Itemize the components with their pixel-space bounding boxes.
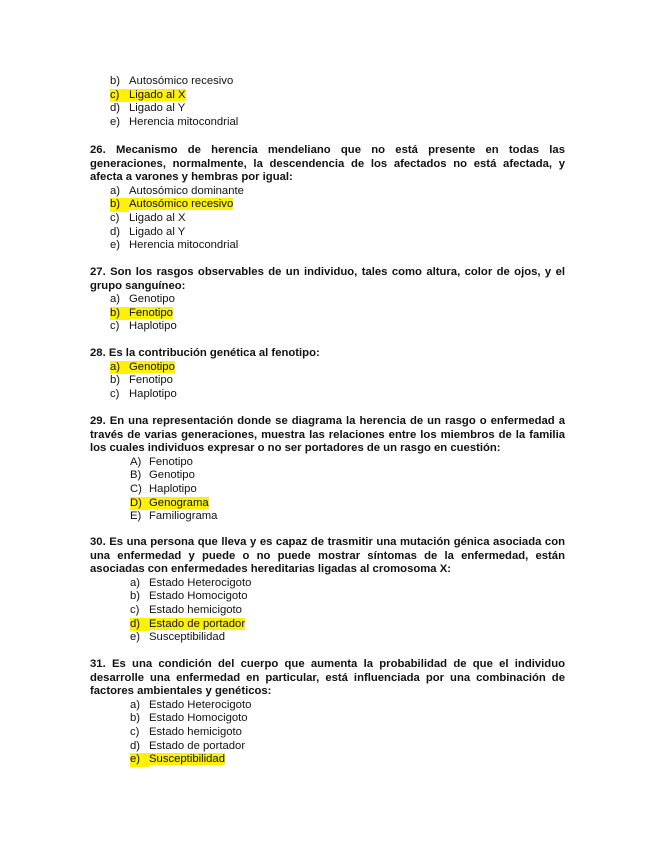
- option-label: c): [130, 603, 140, 616]
- question-block-26: [90, 144, 565, 253]
- option-text: Ligado al X: [129, 88, 186, 101]
- question-text: 29. En una representación donde se diagrama la herencia de un rasgo o enfermedad a través de varias generaciones, muestra las relaciones entre los miembros de la familia los cuales individuos expresar o no ser portadores de un rasgo en cuestión:: [90, 415, 565, 455]
- option-item: [130, 740, 565, 754]
- option-text: Estado Homocigoto: [149, 712, 248, 725]
- option-text: Haplotipo: [129, 320, 177, 333]
- option-item: [110, 293, 565, 307]
- option-label: c): [110, 387, 120, 400]
- option-text: Autosómico recesivo: [129, 198, 234, 211]
- question-block-29: [90, 415, 565, 524]
- option-label: b): [110, 307, 129, 321]
- option-item-highlighted: [130, 497, 565, 511]
- option-item-highlighted: [110, 198, 565, 212]
- option-item: [110, 75, 565, 89]
- option-label: A): [130, 455, 142, 468]
- option-item: [130, 699, 565, 713]
- option-text: Estado Heterocigoto: [149, 576, 252, 589]
- option-label: d): [110, 225, 121, 238]
- option-item: [110, 388, 565, 402]
- option-list: [130, 699, 565, 767]
- option-text: Herencia mitocondrial: [129, 115, 239, 128]
- option-label: a): [110, 184, 121, 197]
- option-item: [130, 712, 565, 726]
- question-text: 30. Es una persona que lleva y es capaz de trasmitir una mutación génica asociada con una enfermedad y puede o no puede mostrar síntomas de la enfermedad, están asociadas con enfermedades hereditarias ligadas al cromosoma X:: [90, 536, 565, 576]
- option-text: Fenotipo: [129, 374, 173, 387]
- option-list: [110, 75, 565, 129]
- option-label: a): [130, 698, 141, 711]
- option-text: Genotipo: [149, 469, 195, 482]
- option-text: Susceptibilidad: [149, 631, 225, 644]
- question-block-25-continuation: [90, 75, 565, 129]
- option-label: b): [110, 374, 121, 387]
- option-list: [130, 577, 565, 645]
- option-text: Ligado al Y: [129, 102, 186, 115]
- option-item: [110, 116, 565, 130]
- option-label: D): [130, 497, 149, 511]
- option-item: [110, 374, 565, 388]
- option-item-highlighted: [130, 618, 565, 632]
- option-item: [110, 212, 565, 226]
- option-label: a): [130, 576, 141, 589]
- option-item-highlighted: [110, 307, 565, 321]
- option-text: Genograma: [149, 496, 209, 509]
- option-item-highlighted: [110, 89, 565, 103]
- option-label: a): [110, 293, 121, 306]
- option-text: Susceptibilidad: [149, 753, 225, 766]
- option-label: d): [130, 739, 141, 752]
- option-item: [130, 590, 565, 604]
- option-item: [130, 483, 565, 497]
- option-item: [130, 631, 565, 645]
- option-text: Autosómico recesivo: [129, 75, 234, 87]
- option-label: b): [130, 712, 141, 725]
- question-block-27: [90, 266, 565, 334]
- option-list: [110, 361, 565, 402]
- option-label: B): [130, 469, 142, 482]
- question-text: 28. Es la contribución genética al fenotipo:: [90, 347, 320, 359]
- option-label: a): [110, 361, 129, 375]
- option-label: c): [110, 89, 129, 103]
- option-text: Haplotipo: [129, 387, 177, 400]
- option-item: [110, 185, 565, 199]
- question-block-28: [90, 347, 565, 401]
- option-text: Fenotipo: [129, 306, 173, 319]
- option-text: Estado Heterocigoto: [149, 698, 252, 711]
- option-item: [130, 726, 565, 740]
- option-item: [130, 577, 565, 591]
- option-text: Estado de portador: [149, 617, 246, 630]
- question-text: 27. Son los rasgos observables de un individuo, tales como altura, color de ojos, y el grupo sanguíneo:: [90, 266, 565, 292]
- option-text: Ligado al X: [129, 211, 186, 224]
- option-label: c): [110, 211, 120, 224]
- option-list: [110, 185, 565, 253]
- option-item: [130, 604, 565, 618]
- option-list: [130, 456, 565, 524]
- option-item-highlighted: [110, 361, 565, 375]
- option-text: Estado de portador: [149, 739, 246, 752]
- option-label: d): [130, 618, 149, 632]
- option-text: Estado Homocigoto: [149, 590, 248, 603]
- option-label: d): [110, 102, 121, 115]
- option-item: [110, 320, 565, 334]
- option-text: Haplotipo: [149, 482, 197, 495]
- option-text: Fenotipo: [149, 455, 193, 468]
- option-text: Estado hemicigoto: [149, 603, 242, 616]
- option-label: e): [110, 239, 121, 252]
- option-label: c): [130, 725, 140, 738]
- option-label: c): [110, 320, 120, 333]
- option-text: Familiograma: [149, 510, 218, 523]
- question-text: 31. Es una condición del cuerpo que aumenta la probabilidad de que el individuo desarrolle una enfermedad en particular, está influenciada por una combinación de factores ambientales y genéticos:: [90, 658, 565, 698]
- option-label: b): [130, 590, 141, 603]
- option-text: Ligado al Y: [129, 225, 186, 238]
- option-list: [110, 293, 565, 334]
- question-text: 26. Mecanismo de herencia mendeliano que no está presente en todas las generaciones, normalmente, la descendencia de los afectados no está afectada, y afecta a varones y hembras por igual:: [90, 144, 565, 184]
- option-text: Herencia mitocondrial: [129, 239, 239, 252]
- option-text: Genotipo: [129, 360, 175, 373]
- option-label: e): [130, 753, 149, 767]
- option-label: C): [130, 482, 142, 495]
- option-label: b): [110, 75, 121, 87]
- option-item: [110, 239, 565, 253]
- option-item: [130, 510, 565, 524]
- option-text: Autosómico dominante: [129, 184, 244, 197]
- question-block-30: [90, 536, 565, 645]
- option-item-highlighted: [130, 753, 565, 767]
- option-text: Genotipo: [129, 293, 175, 306]
- option-item: [130, 469, 565, 483]
- option-label: e): [130, 631, 141, 644]
- option-text: Estado hemicigoto: [149, 725, 242, 738]
- option-label: e): [110, 115, 121, 128]
- option-item: [130, 456, 565, 470]
- option-label: E): [130, 510, 142, 523]
- option-label: b): [110, 198, 129, 212]
- question-block-31: [90, 658, 565, 767]
- option-item: [110, 102, 565, 116]
- option-item: [110, 226, 565, 240]
